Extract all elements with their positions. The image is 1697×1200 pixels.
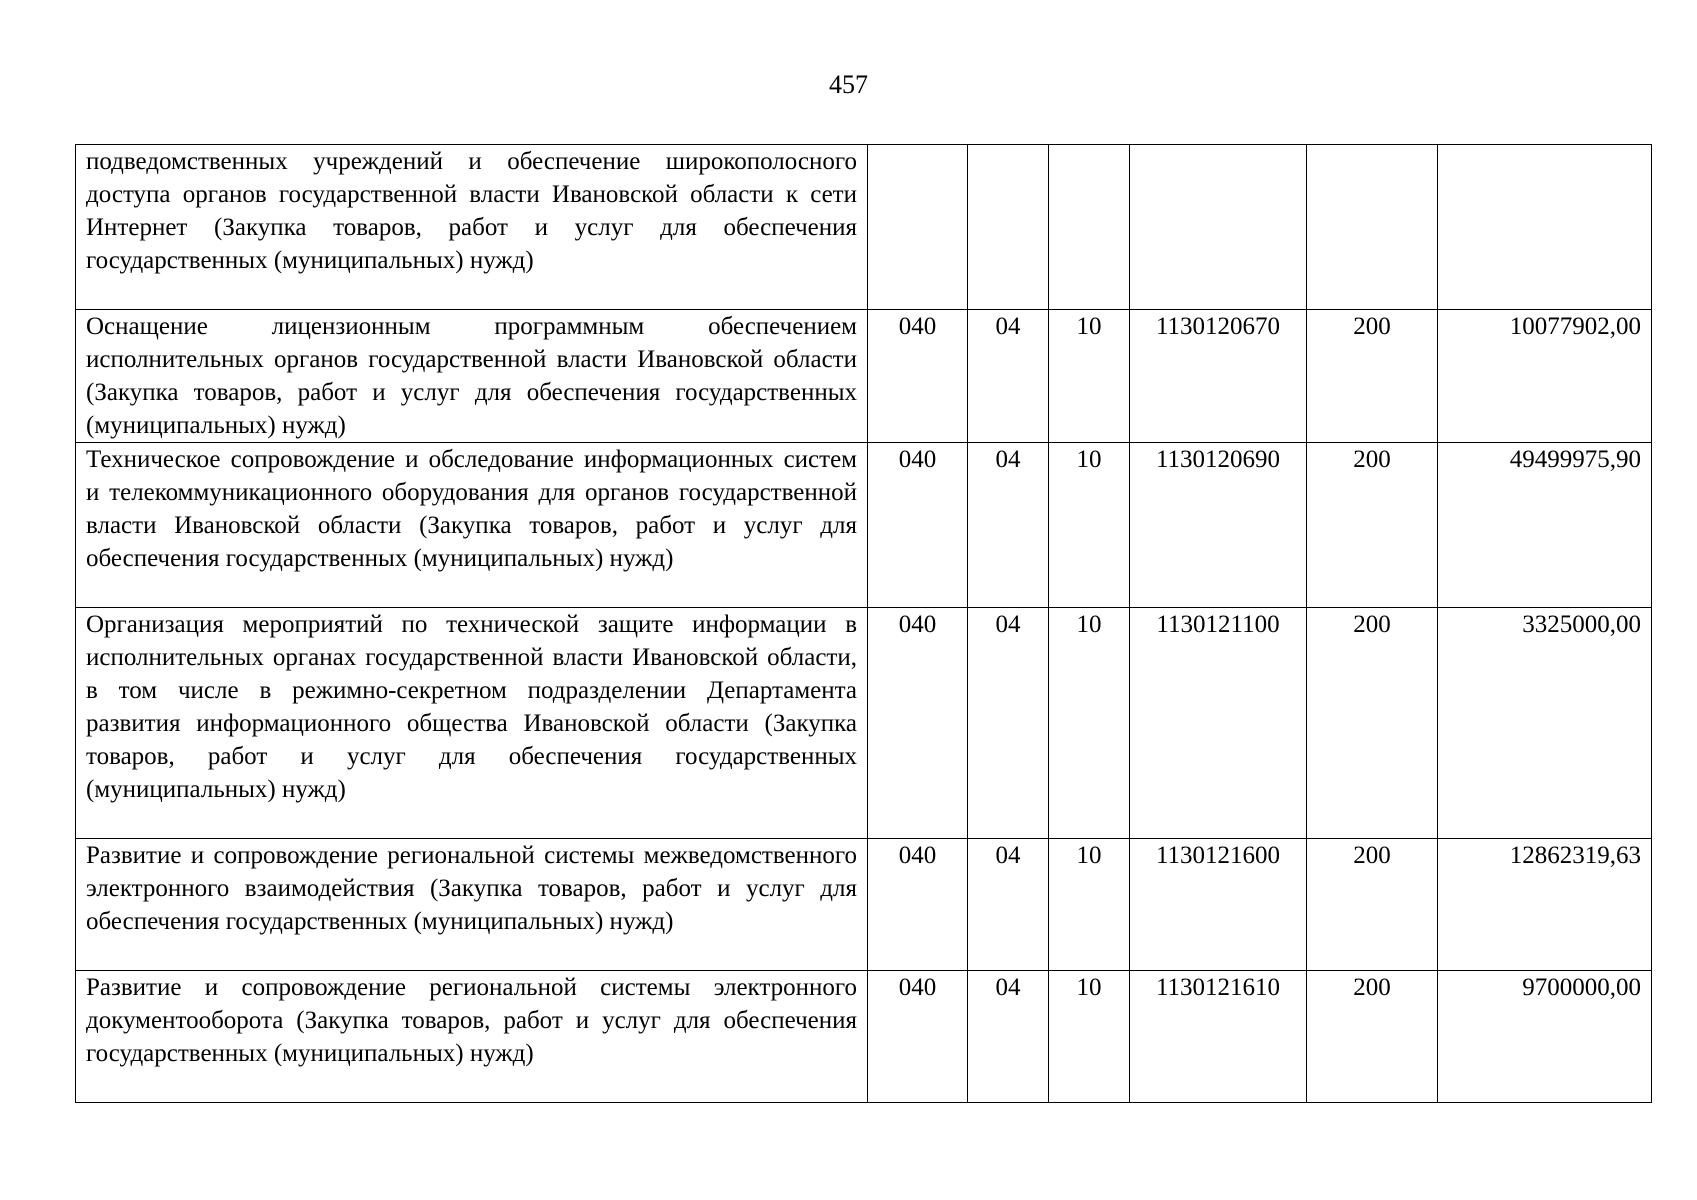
row-code-ministry <box>868 145 968 310</box>
row-description: Организация мероприятий по технической защите информации в исполнительных органах государственной власти Ивановской области, в том числе в режимно-секретном подразделении Департамента развития информационного общества Ивановской области (Закупка товаров, работ и услуг для обеспечения государственных (муниципальных) нужд) <box>76 608 868 839</box>
budget-table <box>75 144 1652 1103</box>
row-code-section: 04 <box>968 971 1049 1103</box>
row-target-code: 1130121100 <box>1130 608 1307 839</box>
row-code-section: 04 <box>968 839 1049 971</box>
row-code-subsection: 10 <box>1049 971 1130 1103</box>
table-row <box>76 145 1652 310</box>
row-description: Развитие и сопровождение региональной системы межведомственного электронного взаимодействия (Закупка товаров, работ и услуг для обеспечения государственных (муниципальных) нужд) <box>76 839 868 971</box>
row-target-code: 1130120670 <box>1130 310 1307 443</box>
row-expense-type: 200 <box>1307 608 1438 839</box>
row-target-code: 1130121610 <box>1130 971 1307 1103</box>
row-amount: 49499975,90 <box>1438 443 1652 608</box>
row-description: Техническое сопровождение и обследование информационных систем и телекоммуникационного оборудования для органов государственной власти Ивановской области (Закупка товаров, работ и услуг для обеспечения государственных (муниципальных) нужд) <box>76 443 868 608</box>
row-code-section <box>968 145 1049 310</box>
page-number: 457 <box>829 70 868 99</box>
row-expense-type: 200 <box>1307 839 1438 971</box>
row-code-subsection <box>1049 145 1130 310</box>
row-description: Оснащение лицензионным программным обеспечением исполнительных органов государственной власти Ивановской области (Закупка товаров, работ и услуг для обеспечения государственных (муниципальных) нужд) <box>76 310 868 443</box>
row-code-section: 04 <box>968 608 1049 839</box>
row-target-code <box>1130 145 1307 310</box>
row-description: подведомственных учреждений и обеспечение широкополосного доступа органов государственной власти Ивановской области к сети Интернет (Закупка товаров, работ и услуг для обеспечения государственных (муниципальных) нужд) <box>76 145 868 310</box>
row-code-ministry: 040 <box>868 839 968 971</box>
table-row <box>76 310 1652 443</box>
row-code-subsection: 10 <box>1049 310 1130 443</box>
table-row <box>76 971 1652 1103</box>
table-row <box>76 839 1652 971</box>
row-expense-type <box>1307 145 1438 310</box>
row-expense-type: 200 <box>1307 971 1438 1103</box>
row-code-subsection: 10 <box>1049 443 1130 608</box>
table-row <box>76 443 1652 608</box>
row-code-section: 04 <box>968 443 1049 608</box>
row-code-subsection: 10 <box>1049 839 1130 971</box>
row-amount <box>1438 145 1652 310</box>
row-amount: 3325000,00 <box>1438 608 1652 839</box>
row-code-section: 04 <box>968 310 1049 443</box>
row-description: Развитие и сопровождение региональной системы электронного документооборота (Закупка товаров, работ и услуг для обеспечения государственных (муниципальных) нужд) <box>76 971 868 1103</box>
row-code-ministry: 040 <box>868 971 968 1103</box>
row-expense-type: 200 <box>1307 443 1438 608</box>
row-code-subsection: 10 <box>1049 608 1130 839</box>
row-code-ministry: 040 <box>868 608 968 839</box>
row-amount: 12862319,63 <box>1438 839 1652 971</box>
table-row <box>76 608 1652 839</box>
row-expense-type: 200 <box>1307 310 1438 443</box>
row-amount: 10077902,00 <box>1438 310 1652 443</box>
row-code-ministry: 040 <box>868 310 968 443</box>
row-target-code: 1130120690 <box>1130 443 1307 608</box>
row-code-ministry: 040 <box>868 443 968 608</box>
row-target-code: 1130121600 <box>1130 839 1307 971</box>
row-amount: 9700000,00 <box>1438 971 1652 1103</box>
